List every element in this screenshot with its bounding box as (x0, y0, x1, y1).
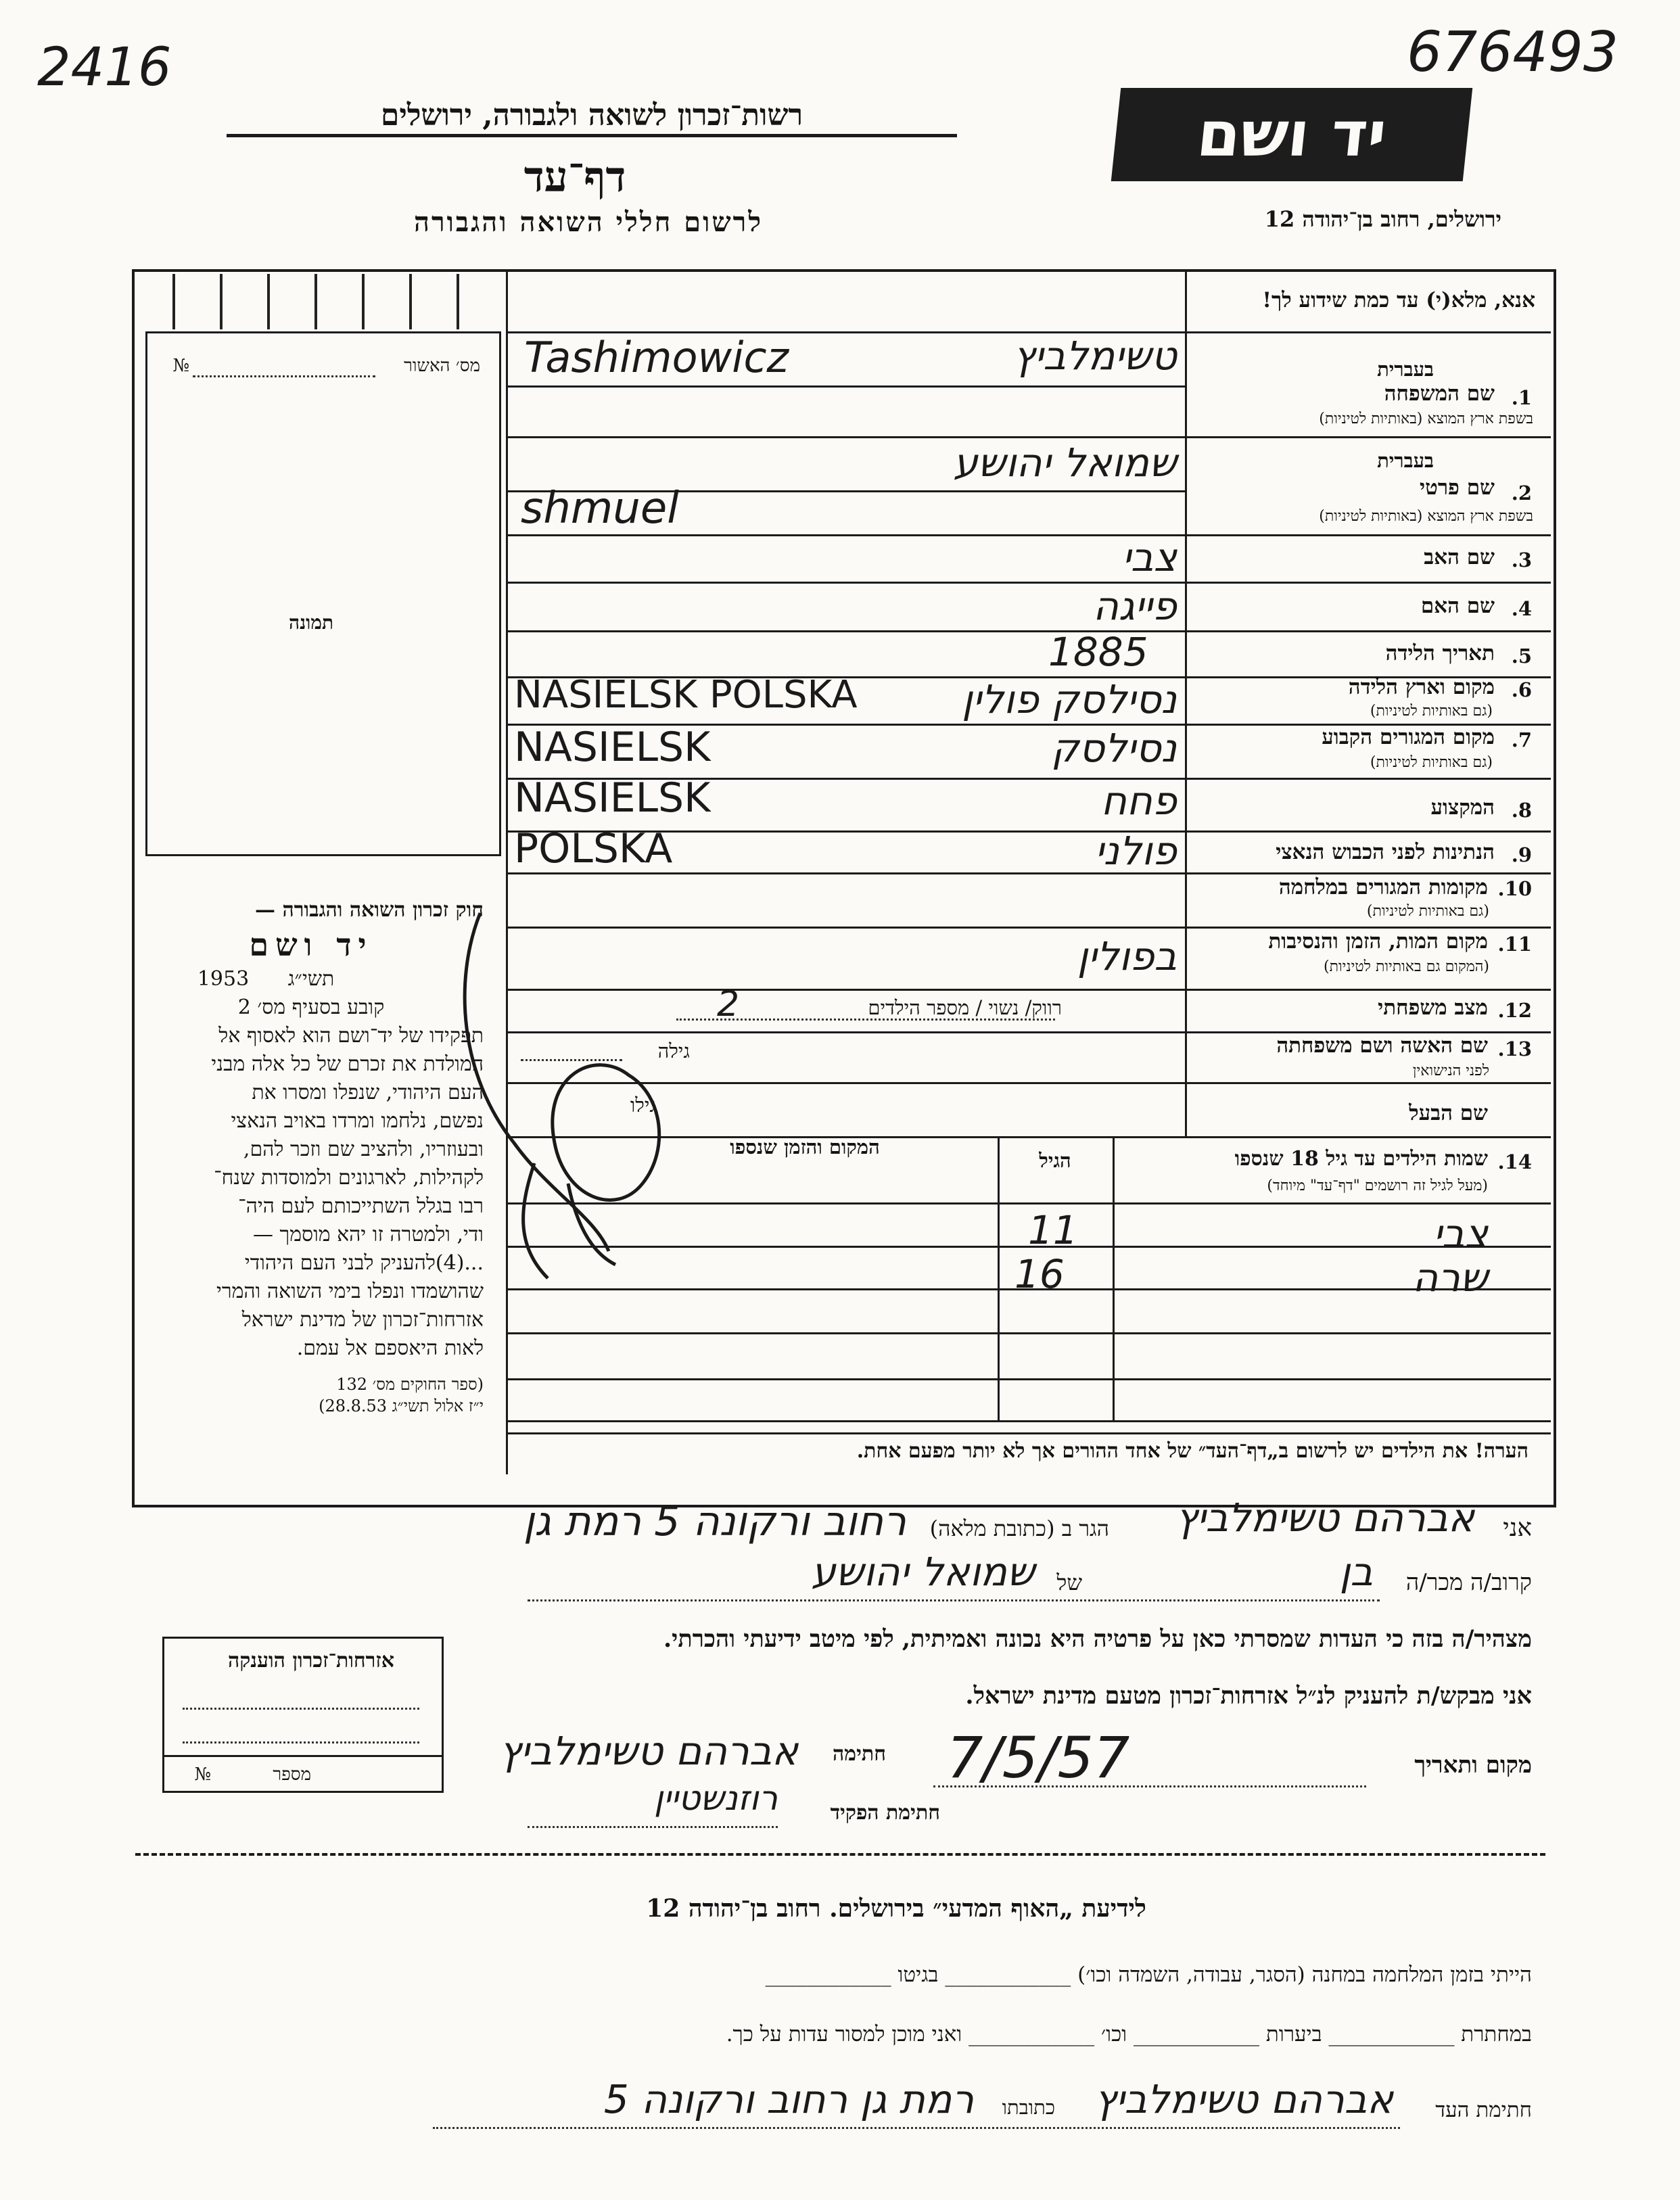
decl-line-4: אני מבקש/ת להעניק לנ״ל אזרחות־זכרון מטעם מדינת ישראל. (965, 1682, 1532, 1710)
decl-date: 7/5/57 (947, 1725, 1130, 1791)
field-8-latin: NASIELSK (514, 774, 711, 822)
field-13-sub: לפני הנישואין (1412, 1062, 1489, 1079)
field-10-num: 10. (1497, 877, 1532, 900)
field-7-value: נסילסק (1051, 725, 1177, 771)
pen-scribble (440, 899, 764, 1285)
code-strip (145, 274, 497, 329)
field-9-latin: POLSKA (514, 825, 673, 872)
field-12-status: רווק/ נשוי / מספר הילדים (868, 996, 1062, 1019)
field-2-sub2: בשפת ארץ המוצא (באותיות לטיניות) (1319, 508, 1533, 525)
field-1-sub2: בשפת ארץ המוצא (באותיות לטיניות) (1319, 411, 1533, 427)
logo-text: יד ושם (1194, 98, 1390, 170)
law-ref-1: (ספר החוקים מס׳ 132 (336, 1375, 484, 1394)
field-8-value: פחח (1100, 778, 1177, 824)
decl-address: רחוב ורקונה 5 רמת גן (523, 1498, 906, 1545)
children-col-2 (998, 1136, 1000, 1420)
field-11-num: 11. (1497, 933, 1532, 956)
citizenship-bottom-line (162, 1755, 444, 1757)
field-1-latin: Tashimowicz (524, 333, 789, 382)
field-5-num: 5. (1511, 645, 1532, 668)
address: ירושלים, רחוב בן־יהודה 12 (1264, 206, 1501, 232)
field-6-value: נסילסק פולין (962, 676, 1177, 722)
citizenship-line-1 (183, 1708, 419, 1710)
field-11-label: מקום המות, הזמן והנסיבות (1268, 929, 1488, 954)
child-1-name: צבי (1433, 1211, 1488, 1257)
field-4-num: 4. (1511, 597, 1532, 620)
law-name: יד ושם (249, 927, 373, 963)
date-line (933, 1785, 1366, 1787)
signature-label: חתימה (833, 1742, 886, 1766)
photo-label: תמונה (288, 611, 334, 634)
witness-address: רמת גן רחוב ורקונה 5 (603, 2076, 974, 2122)
approval-label: מס׳ האשור (404, 356, 480, 376)
field-6-sub: (גם באותיות לטיניות) (1370, 703, 1493, 720)
children-sub: (מעל לגיל זה רושמים "דף־עד" מיוחד) (1267, 1177, 1488, 1194)
wife-age-label: גילה (657, 1039, 690, 1062)
field-2-hebrew: שמואל יהושע (953, 440, 1177, 486)
law-line-8: ודי, ולמטרה זו יהא מוסמך — (252, 1223, 484, 1246)
law-line-1: תפקידו של יד־ושם הוא לאסוף אל (218, 1024, 484, 1048)
field-2-num: 2. (1511, 482, 1532, 505)
corner-mark-left: 2416 (37, 37, 172, 98)
law-clause: קובע בסעיף מס׳ 2 (237, 996, 385, 1019)
decl-of-label: של (1056, 1570, 1082, 1595)
law-line-3: העם היהודי, שנפלו ומסרו את (252, 1081, 484, 1104)
form-subtitle: לרשום חללי השואה והגבורה (413, 206, 764, 238)
field-3-num: 3. (1511, 548, 1532, 571)
decl-line-2 (528, 1599, 1380, 1601)
bottom-title: לידיעת „האוף המדעי״ בירושלים. רחוב בן־יהודה 12 (646, 1894, 1146, 1923)
decl-signature: אברהם טשימלביץ (499, 1728, 798, 1774)
approval-line (193, 375, 375, 377)
witness-signature: אברהם טשימלביץ (1094, 2076, 1393, 2122)
decl-prefix: אני (1503, 1514, 1532, 1542)
field-5-value: 1885 (1048, 629, 1148, 675)
field-13-num: 13. (1497, 1037, 1532, 1060)
children-row-line-3 (507, 1332, 1551, 1334)
field-1-num: 1. (1511, 386, 1532, 409)
law-ref-2: י״ז אלול תשי״ג 28.8.53) (319, 1397, 484, 1415)
citizenship-number-word: מספר (273, 1764, 311, 1785)
law-box (139, 896, 484, 1417)
field-12-children: 2 (717, 984, 740, 1025)
row-line-1a (507, 385, 1185, 388)
citizenship-title: אזרחות־זכרון הוענקה (227, 1649, 395, 1672)
field-6-num: 6. (1511, 678, 1532, 701)
field-4-label: שם האם (1420, 594, 1495, 618)
field-7-label: מקום המגורים הקבוע (1322, 725, 1495, 749)
field-10-label: מקומות המגורים במלחמה (1278, 875, 1488, 899)
law-title: חוק זכרון השואה והגבורה — (255, 898, 484, 922)
note-text: הערה! את הילדים יש לרשום ב„דף־העד״ של אחד ההורים אך לא יותר מפעם אחת. (856, 1439, 1529, 1463)
field-9-label: הנתינות לפני הכבוש הנאצי (1276, 840, 1495, 864)
field-11-sub: (המקום גם באותיות לטיניות) (1324, 958, 1489, 975)
row-line-4 (507, 630, 1551, 632)
decl-of-name: שמואל יהושע (811, 1549, 1035, 1595)
field-9-num: 9. (1511, 843, 1532, 866)
law-line-7: רבו בגלל השתייכותם לעם היה־ (238, 1194, 484, 1218)
org-title: רשות־זכרון לשואה ולגבורה, ירושלים (380, 98, 803, 133)
husband-age-label: גילו (630, 1094, 656, 1117)
corner-mark-right: 676493 (1407, 20, 1619, 85)
field-7-num: 7. (1511, 728, 1532, 751)
law-line-5: ובעוזריו, ולהציב שם וזכר להם, (243, 1138, 484, 1161)
bottom-separator (135, 1853, 1545, 1856)
field-7-latin: NASIELSK (514, 724, 711, 771)
decl-line-3: מצהיר/ה בזה כי העדות שמסרתי כאן על פרטיה היא נכונה ואמיתית, לפי מיטב ידיעתי והכרתי. (663, 1625, 1532, 1653)
official-line (528, 1826, 778, 1828)
label-column-divider (1185, 271, 1187, 1136)
field-2-sub1: בעברית (1377, 449, 1434, 472)
witness-label: חתימת העד (1435, 2098, 1532, 2122)
field-11-value: בפולין (1077, 933, 1177, 979)
citizenship-number-label: № (194, 1764, 211, 1785)
child-1-age: 11 (1028, 1207, 1078, 1253)
decl-relation: בן (1339, 1549, 1373, 1595)
law-line-11: אזרחות־זכרון של מדינת ישראל (241, 1308, 484, 1332)
field-1-label: שם המשפחה (1384, 381, 1495, 406)
approval-number-label: № (172, 356, 189, 376)
citizenship-line-2 (183, 1741, 419, 1743)
field-1-sub1: בעברית (1377, 358, 1434, 381)
law-line-4: נפשם, נלחמו ומרדו באויב הנאצי (231, 1109, 484, 1133)
decl-resides-label: הגר ב (כתובת מלאה) (929, 1516, 1109, 1541)
official-label: חתימת הפקיד (830, 1801, 940, 1825)
field-2-label: שם פרטי (1419, 475, 1495, 500)
field-3-label: שם האב (1424, 545, 1495, 569)
form-title: דף־עד (523, 152, 626, 202)
field-1-hebrew: טשימלביץ (1013, 333, 1177, 379)
note-top-line (507, 1432, 1551, 1434)
field-13-label: שם האשה ושם משפחתה (1276, 1033, 1488, 1058)
row-line-1b (507, 436, 1551, 438)
field-12-label: מצב משפחתי (1378, 996, 1488, 1020)
field-4-value: פייגה (1093, 583, 1177, 629)
children-bottom-line (507, 1420, 1551, 1422)
law-line-2: המולדת את זכרם של כל אלה מבני (211, 1052, 484, 1076)
children-label: שמות הילדים עד גיל 18 שנספו (1234, 1147, 1488, 1171)
intro-text: אנא, מלא(י) עד כמת שידוע לך! (1262, 288, 1535, 312)
child-2-name: שרה (1412, 1255, 1488, 1301)
photo-box-top-strip (145, 331, 501, 333)
bottom-line-1: הייתי בזמן המלחמה במחנה (הסגר, עבודה, השמדה וכו׳) ____________ בגיטו ____________ (765, 1963, 1532, 1987)
law-line-12: לאות היאספם אל עמם. (296, 1336, 484, 1360)
children-row-line-4 (507, 1378, 1551, 1380)
law-line-6: לקהילות, לארגונים ולמוסדות שנח־ (214, 1166, 484, 1190)
bottom-line-2: במחתרת ____________ ביערות ____________ וכו׳ ____________ ואני מוכן למסור עדות על כך. (726, 2022, 1532, 2046)
child-2-age: 16 (1014, 1251, 1065, 1297)
place-date-label: מקום ותאריך (1414, 1752, 1532, 1779)
org-title-underline (227, 134, 957, 137)
witness-address-label: כתובתו (1002, 2096, 1055, 2119)
law-line-9: ...(4)להעניק לבני העם היהודי (244, 1251, 484, 1275)
field-8-label: המקצוע (1430, 795, 1495, 820)
field-7-sub: (גם באותיות לטיניות) (1370, 754, 1493, 771)
field-6-label: מקום וארץ הלידה (1348, 675, 1495, 699)
official-signature: רוזנשטיין (653, 1779, 778, 1818)
children-age-header: הגיל (1039, 1149, 1071, 1172)
children-place-header: המקום והזמן שנספו (730, 1136, 880, 1158)
law-year: 1953 (197, 967, 250, 991)
law-year-heb: תשי״ג (287, 967, 335, 991)
photo-box (145, 331, 501, 856)
field-10-sub: (גם באותיות לטיניות) (1366, 903, 1489, 920)
decl-relation-label: קרוב/ה מכר/ה (1405, 1569, 1532, 1596)
logo (1111, 88, 1473, 181)
field-6-latin: NASIELSK POLSKA (514, 673, 858, 717)
children-col-1 (1113, 1136, 1115, 1420)
law-line-10: שהושמדו ונפלו בימי השואה והמרי (216, 1280, 484, 1303)
field-12-num: 12. (1497, 999, 1532, 1022)
field-9-value: פולני (1094, 828, 1177, 874)
children-num: 14. (1497, 1150, 1532, 1173)
field-8-num: 8. (1511, 799, 1532, 822)
field-3-value: צבי (1122, 534, 1177, 580)
decl-declarant: אברהם טשימלביץ (1175, 1495, 1474, 1541)
husband-label: שם הבעל (1409, 1101, 1488, 1125)
field-5-label: תאריך הלידה (1385, 641, 1495, 665)
field-2-latin: shmuel (521, 484, 679, 534)
witness-line (433, 2127, 1400, 2129)
